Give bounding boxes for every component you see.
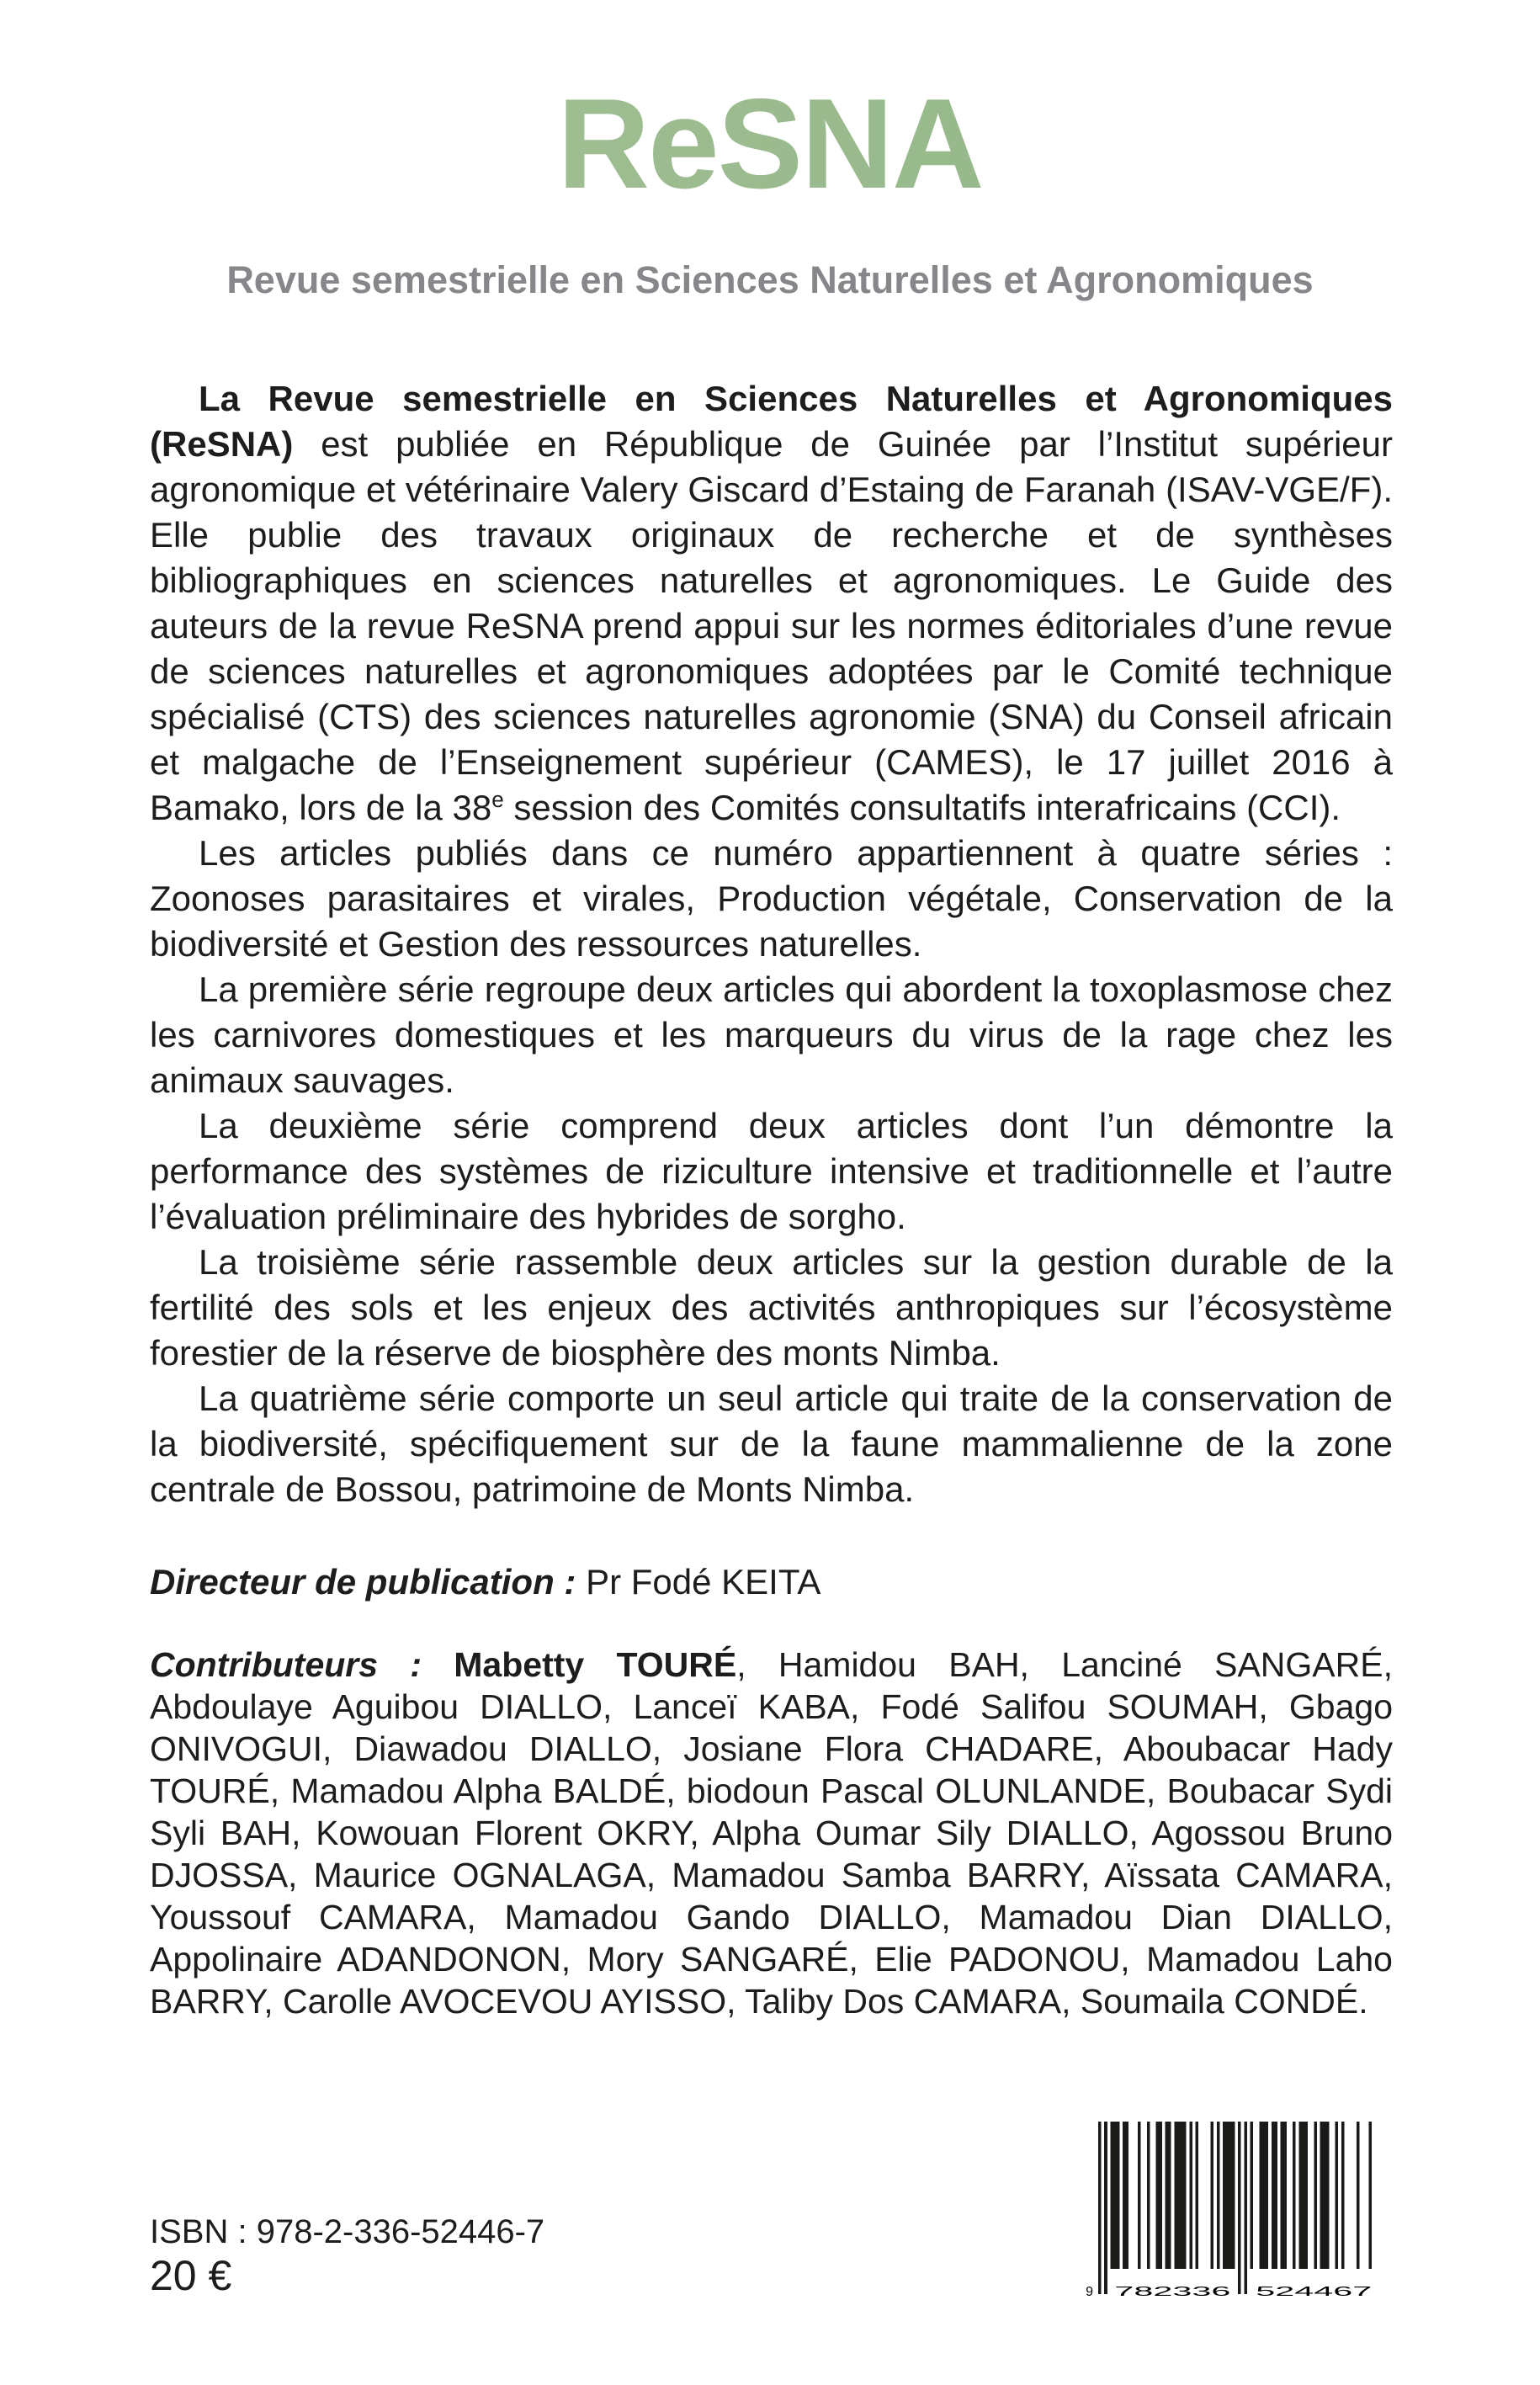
- text-run: La quatrième série comporte un seul article qui traite de la conservation de la biodiversité, spécifiquement sur de la faune mammalienne de la zone centrale de Bossou, patrimoine de Monts Nimba.: [150, 1378, 1393, 1509]
- text-run: Contributeurs :: [150, 1645, 454, 1684]
- body-paragraph: [150, 831, 1393, 967]
- ean13-barcode: [1056, 2122, 1393, 2303]
- price-text: 20 €: [150, 2252, 232, 2299]
- contributors-paragraph: [150, 1644, 1393, 2022]
- text-run: Pr Fodé KEITA: [576, 1562, 821, 1602]
- description-text-block: [150, 376, 1393, 2022]
- body-paragraph: [150, 376, 1393, 831]
- barcode-digits-left: 782336: [1114, 2285, 1231, 2299]
- text-run: La Revue semestrielle en Sciences Naturelles et Agronomiques (ReSNA): [150, 379, 1393, 464]
- text-run: Mabetty TOURÉ: [454, 1645, 737, 1684]
- text-run: e: [491, 787, 504, 812]
- text-run: La troisième série rassemble deux articles sur la gestion durable de la fertilité des sols et les enjeux des activités anthropiques sur l’écosystème forestier de la réserve de biosphère des monts Nimba.: [150, 1242, 1393, 1373]
- text-run: La première série regroupe deux articles qui abordent la toxoplasmose chez les carnivores domestiques et les marqueurs du virus de la rage chez les animaux sauvages.: [150, 969, 1393, 1100]
- body-paragraph: [150, 1103, 1393, 1240]
- journal-logo-title: ReSNA: [0, 80, 1540, 208]
- director-line: [150, 1559, 1393, 1605]
- body-paragraph: [150, 967, 1393, 1103]
- journal-subtitle: Revue semestrielle en Sciences Naturelles et Agronomiques: [226, 258, 1314, 301]
- body-paragraph: [150, 1376, 1393, 1512]
- body-paragraph: [150, 1240, 1393, 1376]
- text-run: Directeur de publication :: [150, 1562, 576, 1602]
- text-run: , Hamidou BAH, Lanciné SANGARÉ, Abdoulaye Aguibou DIALLO, Lanceï KABA, Fodé Salifou SOUMAH, Gbago ONIVOGUI, Diawadou DIALLO, Josiane Flora CHADARE, Aboubacar Hady TOURÉ, Mamadou Alpha BALDÉ, biodoun Pascal OLUNLANDE, Boubacar Sydi Syli BAH, Kowouan Florent OKRY, Alpha Oumar Sily DIALLO, Agossou Bruno DJOSSA, Maurice OGNALAGA, Mamadou Samba BARRY, Aïssata CAMARA, Youssouf CAMARA, Mamadou Gando DIALLO, Mamadou Dian DIALLO, Appolinaire ADANDONON, Mory SANGARÉ, Elie PADONOU, Mamadou Laho BARRY, Carolle AVOCEVOU AYISSO, Taliby Dos CAMARA, Soumaila CONDÉ.: [150, 1645, 1393, 2021]
- text-run: La deuxième série comprend deux articles dont l’un démontre la performance des systèmes de riziculture intensive et traditionnelle et l’autre l’évaluation préliminaire des hybrides de sorgho.: [150, 1106, 1393, 1236]
- text-run: session des Comités consultatifs interafricains (CCI).: [503, 788, 1341, 827]
- barcode-digit-first: 9: [1086, 2285, 1093, 2299]
- isbn-text: ISBN : 978-2-336-52446-7: [150, 2213, 545, 2250]
- barcode-digits-right: 524467: [1256, 2285, 1373, 2299]
- barcode-bars: [1056, 2122, 1393, 2300]
- text-run: Les articles publiés dans ce numéro appartiennent à quatre séries : Zoonoses parasitaires et virales, Production végétale, Conservation de la biodiversité et Gestion des ressources naturelles.: [150, 833, 1393, 964]
- text-run: est publiée en République de Guinée par l’Institut supérieur agronomique et vétérinaire Valery Giscard d’Estaing de Faranah (ISAV-VGE/F). Elle publie des travaux originaux de recherche et de synthèses bibliographiques en sciences naturelles et agronomiques. Le Guide des auteurs de la revue ReSNA prend appui sur les normes éditoriales d’une revue de sciences naturelles et agronomiques adoptées par le Comité technique spécialisé (CTS) des sciences naturelles agronomie (SNA) du Conseil africain et malgache de l’Enseignement supérieur (CAMES), le 17 juillet 2016 à Bamako, lors de la 38: [150, 424, 1393, 827]
